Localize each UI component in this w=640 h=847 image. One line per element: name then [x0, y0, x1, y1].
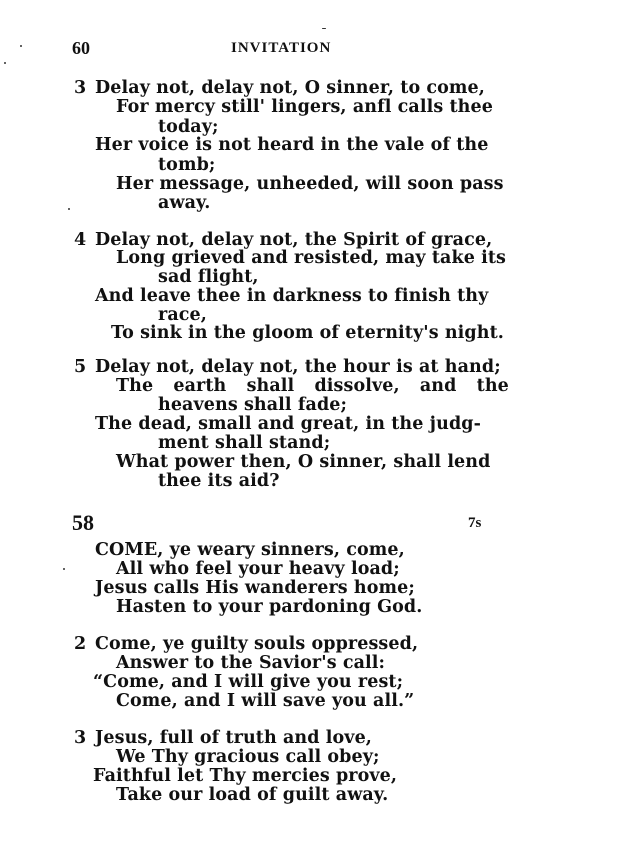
verse-line: Hasten to your pardoning God.: [116, 597, 423, 617]
verse-line: Delay not, delay not, the Spirit of grace,: [95, 230, 493, 250]
scan-speck: [322, 28, 326, 29]
verse-line: Faithful let Thy mercies prove,: [93, 766, 398, 786]
verse-number: 3: [74, 728, 87, 748]
verse-line: Her message, unheeded, will soon pass: [116, 174, 504, 194]
verse-line: Answer to the Savior's call:: [116, 653, 386, 673]
section-title: INVITATION: [231, 40, 332, 56]
verse-line: “Come, and I will give you rest;: [93, 672, 404, 692]
page-number: 60: [72, 38, 90, 58]
verse-line: All who feel your heavy load;: [116, 559, 400, 579]
verse-line: The earth shall dissolve, and the: [116, 376, 509, 396]
verse-line: thee its aid?: [158, 471, 280, 491]
verse-number: 3: [74, 78, 87, 98]
verse-line: today;: [158, 117, 219, 137]
verse-line: Come, ye guilty souls oppressed,: [95, 634, 419, 654]
verse-line: COME, ye weary sinners, come,: [95, 540, 405, 560]
scan-speck: [20, 45, 22, 47]
verse-line: Long grieved and resisted, may take its: [116, 248, 507, 268]
verse-line: Her voice is not heard in the vale of the: [95, 135, 489, 155]
verse-number: 2: [74, 634, 87, 654]
verse-line: Jesus calls His wanderers home;: [95, 578, 415, 598]
verse-number: 4: [74, 230, 87, 250]
verse-number: 5: [74, 357, 87, 377]
verse-line: Take our load of guilt away.: [116, 785, 389, 805]
verse-line: sad flight,: [158, 267, 259, 287]
scan-speck: [63, 568, 65, 570]
verse-line: Delay not, delay not, O sinner, to come,: [95, 78, 485, 98]
verse-line: The dead, small and great, in the judg-: [95, 414, 481, 434]
verse-line: To sink in the gloom of eternity's night.: [111, 323, 504, 343]
verse-line: We Thy gracious call obey;: [116, 747, 380, 767]
verse-line: race,: [158, 305, 207, 325]
verse-line: Jesus, full of truth and love,: [95, 728, 372, 748]
verse-line: What power then, O sinner, shall lend: [116, 452, 491, 472]
verse-line: Come, and I will save you all.”: [116, 691, 415, 711]
verse-line: For mercy still' lingers, anfl calls thee: [116, 97, 493, 117]
hymn-number: 58: [72, 510, 94, 535]
verse-line: tomb;: [158, 155, 216, 175]
scan-speck: [68, 208, 70, 210]
scan-speck: [4, 62, 6, 64]
verse-line: ment shall stand;: [158, 433, 331, 453]
verse-line: heavens shall fade;: [158, 395, 348, 415]
verse-line: And leave thee in darkness to finish thy: [95, 286, 489, 306]
verse-line: away.: [158, 193, 211, 213]
verse-line: Delay not, delay not, the hour is at hand;: [95, 357, 501, 377]
hymn-meter: 7s: [468, 515, 482, 531]
